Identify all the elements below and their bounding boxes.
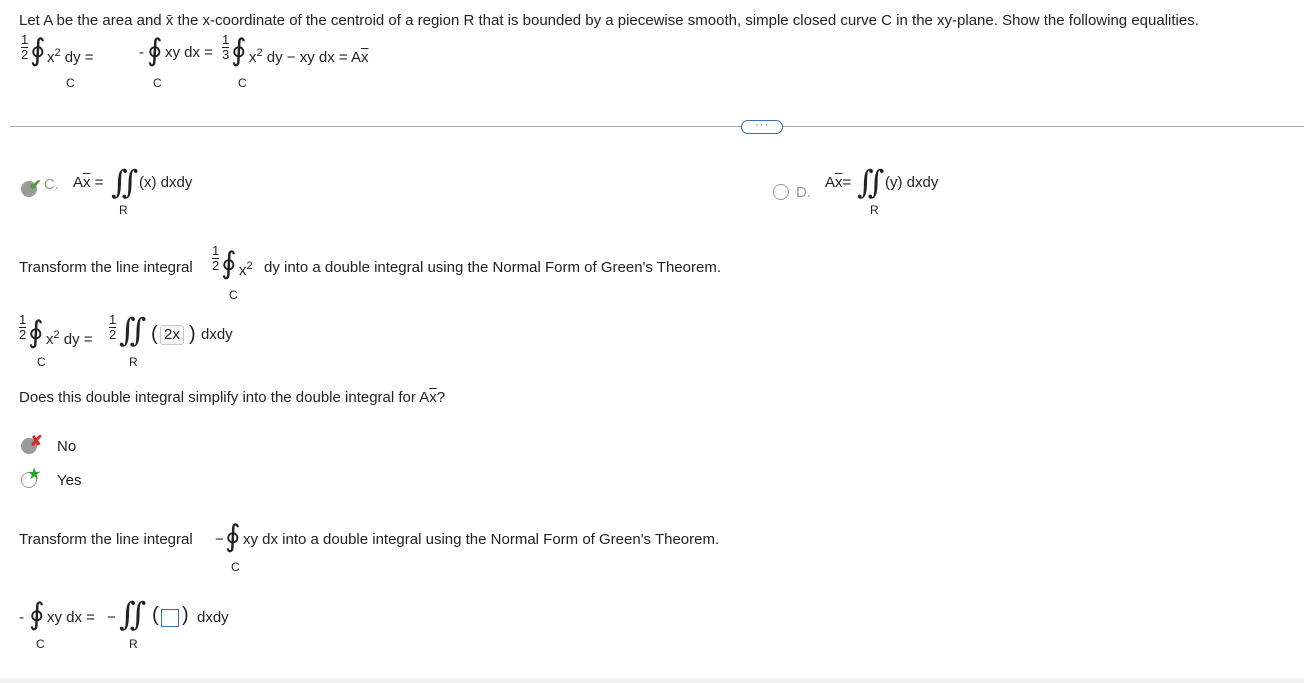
part2-answer: 1 2 ∮ $x^2$ dy = C 1 2 ∬ ( 2x ) dxdy R (19, 311, 233, 369)
option-d-radio[interactable] (773, 184, 789, 200)
part2-prompt: Transform the line integral 1 2 ∮ $x^2$ dy into a double integral using the Normal Form of Green's Theorem. C (19, 243, 721, 302)
problem-statement: Let A be the area and x̄ the x-coordinate of the centroid of a region R that is bounded by a piecewise smooth, simple closed curve C in the xy-plane. Show the following equalities. (19, 12, 1199, 29)
equation-header: 1 2 ∮ $x^2$ dy = C - ∮ xy dx = C 1 3 ∮ $x^2$ dy − xy dx = $A\overline{x}$ C (21, 32, 369, 90)
contour-integral-icon: ∮ (221, 246, 237, 281)
option-c-letter: C. (44, 176, 59, 193)
fraction-half: 1 2 (212, 243, 220, 273)
check-icon: ✔ (29, 177, 42, 194)
contour-integral-icon: ∮ (28, 315, 44, 350)
part4-answer-input[interactable] (161, 609, 179, 627)
fraction-half: 1 2 (21, 32, 29, 62)
part4-prompt: Transform the line integral − ∮ xy dx into a double integral using the Normal Form of Green's Theorem. C (19, 519, 720, 574)
option-d-formula[interactable]: $A\overline{x}=$ ∬ (y) dxdy R (825, 163, 939, 217)
choice-no-label[interactable]: No (57, 438, 77, 455)
contour-integral-icon: ∮ (29, 597, 45, 632)
double-integral-icon: ∬ (111, 163, 139, 201)
cross-icon: ✘ (30, 433, 43, 450)
option-c-formula[interactable]: $A\overline{x}$ = ∬ (x) dxdy R (73, 163, 193, 217)
part2-answer-field[interactable]: 2x (160, 325, 184, 345)
more-options-button[interactable]: ··· (741, 120, 783, 134)
double-integral-icon: ∬ (119, 595, 147, 633)
question3-prompt: Does this double integral simplify into the double integral for $A\overline{x}$? (19, 389, 446, 406)
contour-integral-icon: ∮ (30, 33, 46, 68)
contour-integral-icon: ∮ (147, 33, 163, 68)
fraction-third: 1 3 (222, 32, 230, 62)
double-integral-icon: ∬ (119, 311, 147, 349)
bottom-scroll-edge (0, 678, 1304, 683)
contour-integral-icon: ∮ (225, 519, 241, 554)
double-integral-icon: ∬ (857, 163, 885, 201)
part4-answer: - ∮ xy dx = C − ∬ ( ) dxdy R (19, 595, 229, 651)
section-divider (10, 126, 1304, 127)
option-d-letter: D. (796, 184, 811, 201)
choice-yes-label[interactable]: Yes (57, 472, 82, 489)
star-icon: ★ (27, 466, 42, 483)
fraction-half: 1 2 (109, 312, 117, 342)
contour-integral-icon: ∮ (231, 33, 247, 68)
fraction-half: 1 2 (19, 312, 27, 342)
